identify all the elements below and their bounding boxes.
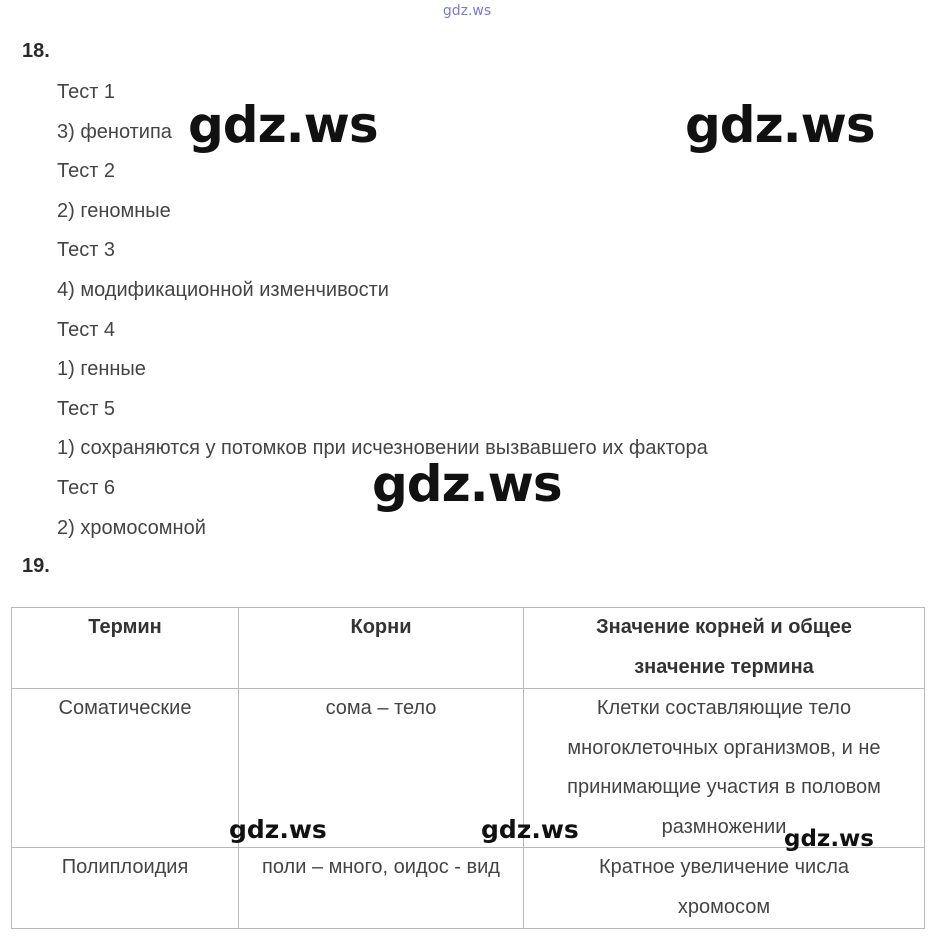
answer-line: Тест 3 <box>57 239 116 262</box>
answer-line: Тест 2 <box>57 160 116 183</box>
answer-line: 2) хромосомной <box>57 516 206 539</box>
watermark: gdz.ws <box>372 455 562 513</box>
header-term: Термин <box>12 608 239 689</box>
cell-meaning: Кратное увеличение числа хромосом <box>524 848 925 929</box>
answer-line: Тест 4 <box>57 318 116 341</box>
watermark: gdz.ws <box>784 826 874 852</box>
cell-meaning: Клетки составляющие тело многоклеточных организмов, и не принимающие участия в половом размножении <box>524 689 925 848</box>
header-meaning: Значение корней и общее значение термина <box>524 608 925 689</box>
cell-term: Полиплоидия <box>12 848 239 929</box>
cell-roots: сома – тело <box>239 689 524 848</box>
watermark: gdz.ws <box>481 815 579 844</box>
answer-line: Тест 5 <box>57 397 116 420</box>
answer-line: 1) генные <box>57 358 146 381</box>
table-header-row <box>12 608 925 689</box>
answer-line: Тест 6 <box>57 476 116 499</box>
question-number-18: 18. <box>22 40 50 62</box>
answer-line: 3) фенотипа <box>57 120 172 143</box>
header-watermark: gdz.ws <box>442 3 492 19</box>
watermark: gdz.ws <box>685 96 875 154</box>
answer-line: 2) геномные <box>57 199 171 222</box>
question-number-19: 19. <box>22 555 50 577</box>
header-roots: Корни <box>239 608 524 689</box>
cell-roots: поли – много, оидос - вид <box>239 848 524 929</box>
table-row <box>12 689 925 848</box>
watermark: gdz.ws <box>229 815 327 844</box>
terms-table <box>11 607 925 929</box>
cell-term: Соматические <box>12 689 239 848</box>
answer-line: 1) сохраняются у потомков при исчезновении вызвавшего их фактора <box>57 437 708 460</box>
table-row <box>12 848 925 929</box>
answer-line: 4) модификационной изменчивости <box>57 278 389 301</box>
watermark: gdz.ws <box>188 96 378 154</box>
answer-line: Тест 1 <box>57 81 116 103</box>
